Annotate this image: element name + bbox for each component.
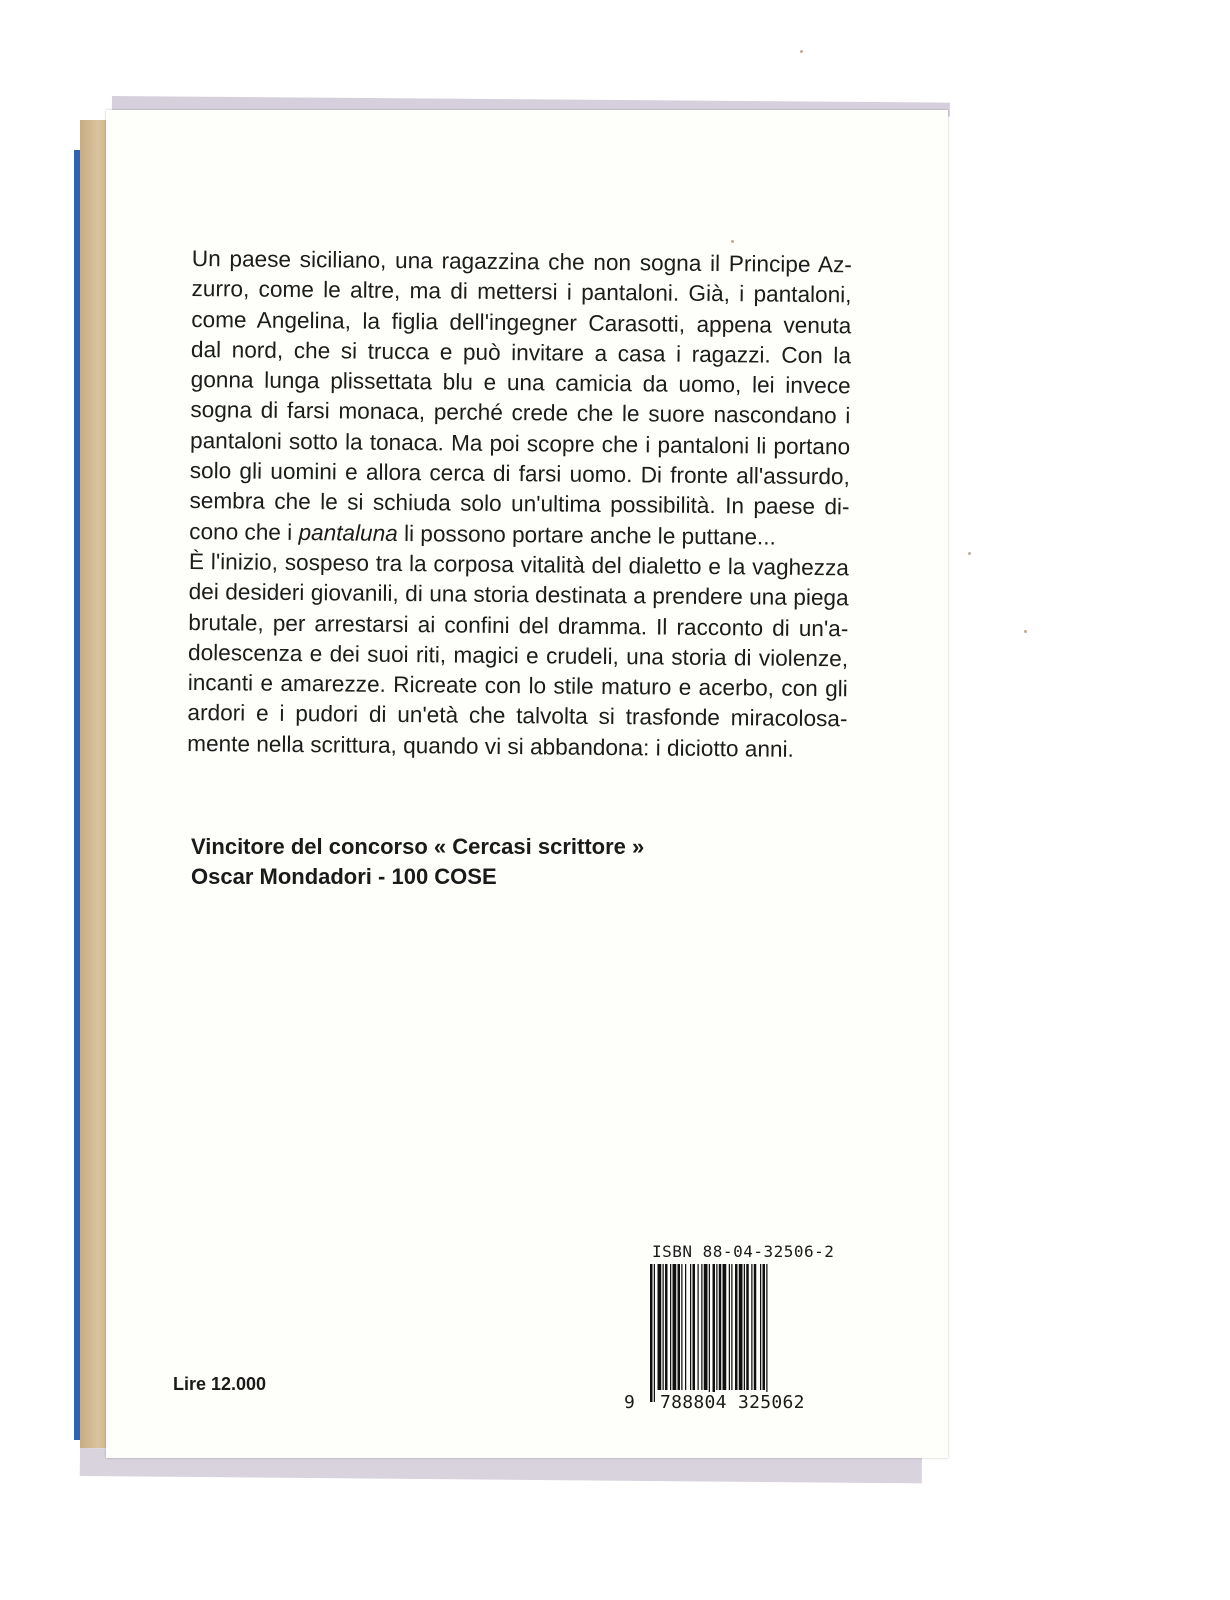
blurb-line: solo gli uomini e allora cerca di farsi uomo. Di fronte all'assurdo, <box>189 458 850 490</box>
barcode-bar <box>766 1264 767 1402</box>
blurb-fragment: cono che i <box>189 518 299 545</box>
price-label: Lire 12.000 <box>173 1374 267 1394</box>
barcode-bar <box>670 1264 671 1390</box>
barcode-bar <box>665 1264 668 1390</box>
award-line: Vincitore del concorso « Cercasi scrittore » <box>191 834 645 859</box>
blurb-line: pantaloni sotto la tonaca. Ma poi scopre che i pantaloni li portano <box>189 427 851 460</box>
barcode-bar <box>704 1264 708 1390</box>
blurb-line: zurro, come le altre, ma di mettersi i pantaloni. Già, i pantaloni, <box>191 276 852 308</box>
barcode-bar <box>731 1264 732 1390</box>
blurb-line: incanti e amarezze. Ricreate con lo stile maturo e acerbo, con gli <box>187 670 848 702</box>
barcode-bar <box>658 1264 662 1390</box>
barcode-bar <box>678 1264 681 1390</box>
barcode-bar <box>701 1264 702 1390</box>
blurb-line: dei desideri giovanili, di una storia destinata a prendere una piega <box>188 579 849 611</box>
barcode-bar <box>744 1264 745 1390</box>
blurb-line: mente nella scrittura, quando vi si abbandona: i diciotto anni. <box>187 730 794 762</box>
barcode-bar <box>673 1264 677 1390</box>
award-block <box>191 832 644 892</box>
barcode-bar <box>663 1264 664 1390</box>
blurb-line: dal nord, che si trucca e può invitare a casa i ragazzi. Con la <box>190 336 852 369</box>
barcode-bar <box>763 1264 766 1390</box>
speck <box>968 552 971 555</box>
barcode-bar <box>690 1264 691 1390</box>
speck <box>800 50 803 53</box>
blurb-line: ardori e i pudori di un'età che talvolta si trasfonde miracolosa- <box>187 700 848 732</box>
speck <box>731 240 734 243</box>
blurb-line: È l'inizio, sospeso tra la corposa vitalità del dialetto e la vaghezza <box>188 548 850 581</box>
blurb-line: come Angelina, la figlia dell'ingegner Carasotti, appena venuta <box>191 306 852 338</box>
isbn-label: ISBN 88-04-32506-2 <box>652 1242 835 1261</box>
barcode-bar <box>751 1264 752 1390</box>
barcode-icon <box>650 1264 822 1404</box>
barcode-bar <box>723 1264 727 1390</box>
barcode-bar <box>719 1264 722 1390</box>
barcode-bar <box>760 1264 761 1390</box>
barcode-bar <box>729 1264 730 1390</box>
blurb-line: sogna di farsi monaca, perché crede che le suore nascondano i <box>190 397 851 429</box>
series-line: Oscar Mondadori - 100 COSE <box>191 864 497 889</box>
ean-digits: 788804 325062 <box>660 1392 805 1413</box>
barcode-bar <box>685 1264 686 1390</box>
speck <box>1024 630 1027 633</box>
blurb-fragment: li possono portare anche le puttane... <box>397 520 776 550</box>
barcode-bar <box>650 1264 653 1402</box>
ean-first-digit: 9 <box>624 1392 635 1413</box>
blurb-line: dolescenza e dei suoi riti, magici e crudeli, una storia di violenze, <box>187 639 849 672</box>
barcode-bar <box>693 1264 696 1390</box>
blurb-line: sembra che le si schiuda solo un'ultima possibilità. In paese di- <box>189 488 850 520</box>
barcode-bar <box>681 1264 682 1390</box>
barcode-bar <box>709 1264 710 1402</box>
barcode-bar <box>746 1264 749 1390</box>
blurb-line: gonna lunga plissettata blu e una camicia da uomo, lei invece <box>190 367 851 399</box>
barcode-bar <box>739 1264 743 1390</box>
barcode-bar <box>698 1264 699 1390</box>
blurb-line: brutale, per arrestarsi ai confini del dramma. Il racconto di un'a- <box>188 609 849 641</box>
blurb-text <box>187 244 852 765</box>
blurb-italic-word: pantaluna <box>298 519 398 546</box>
barcode-bar <box>713 1264 716 1402</box>
barcode-bar <box>716 1264 717 1390</box>
barcode-bar <box>654 1264 655 1402</box>
blurb-line: Un paese siciliano, una ragazzina che non sogna il Principe Az- <box>191 245 852 278</box>
barcode-bar <box>735 1264 738 1390</box>
barcode-bar <box>754 1264 757 1390</box>
